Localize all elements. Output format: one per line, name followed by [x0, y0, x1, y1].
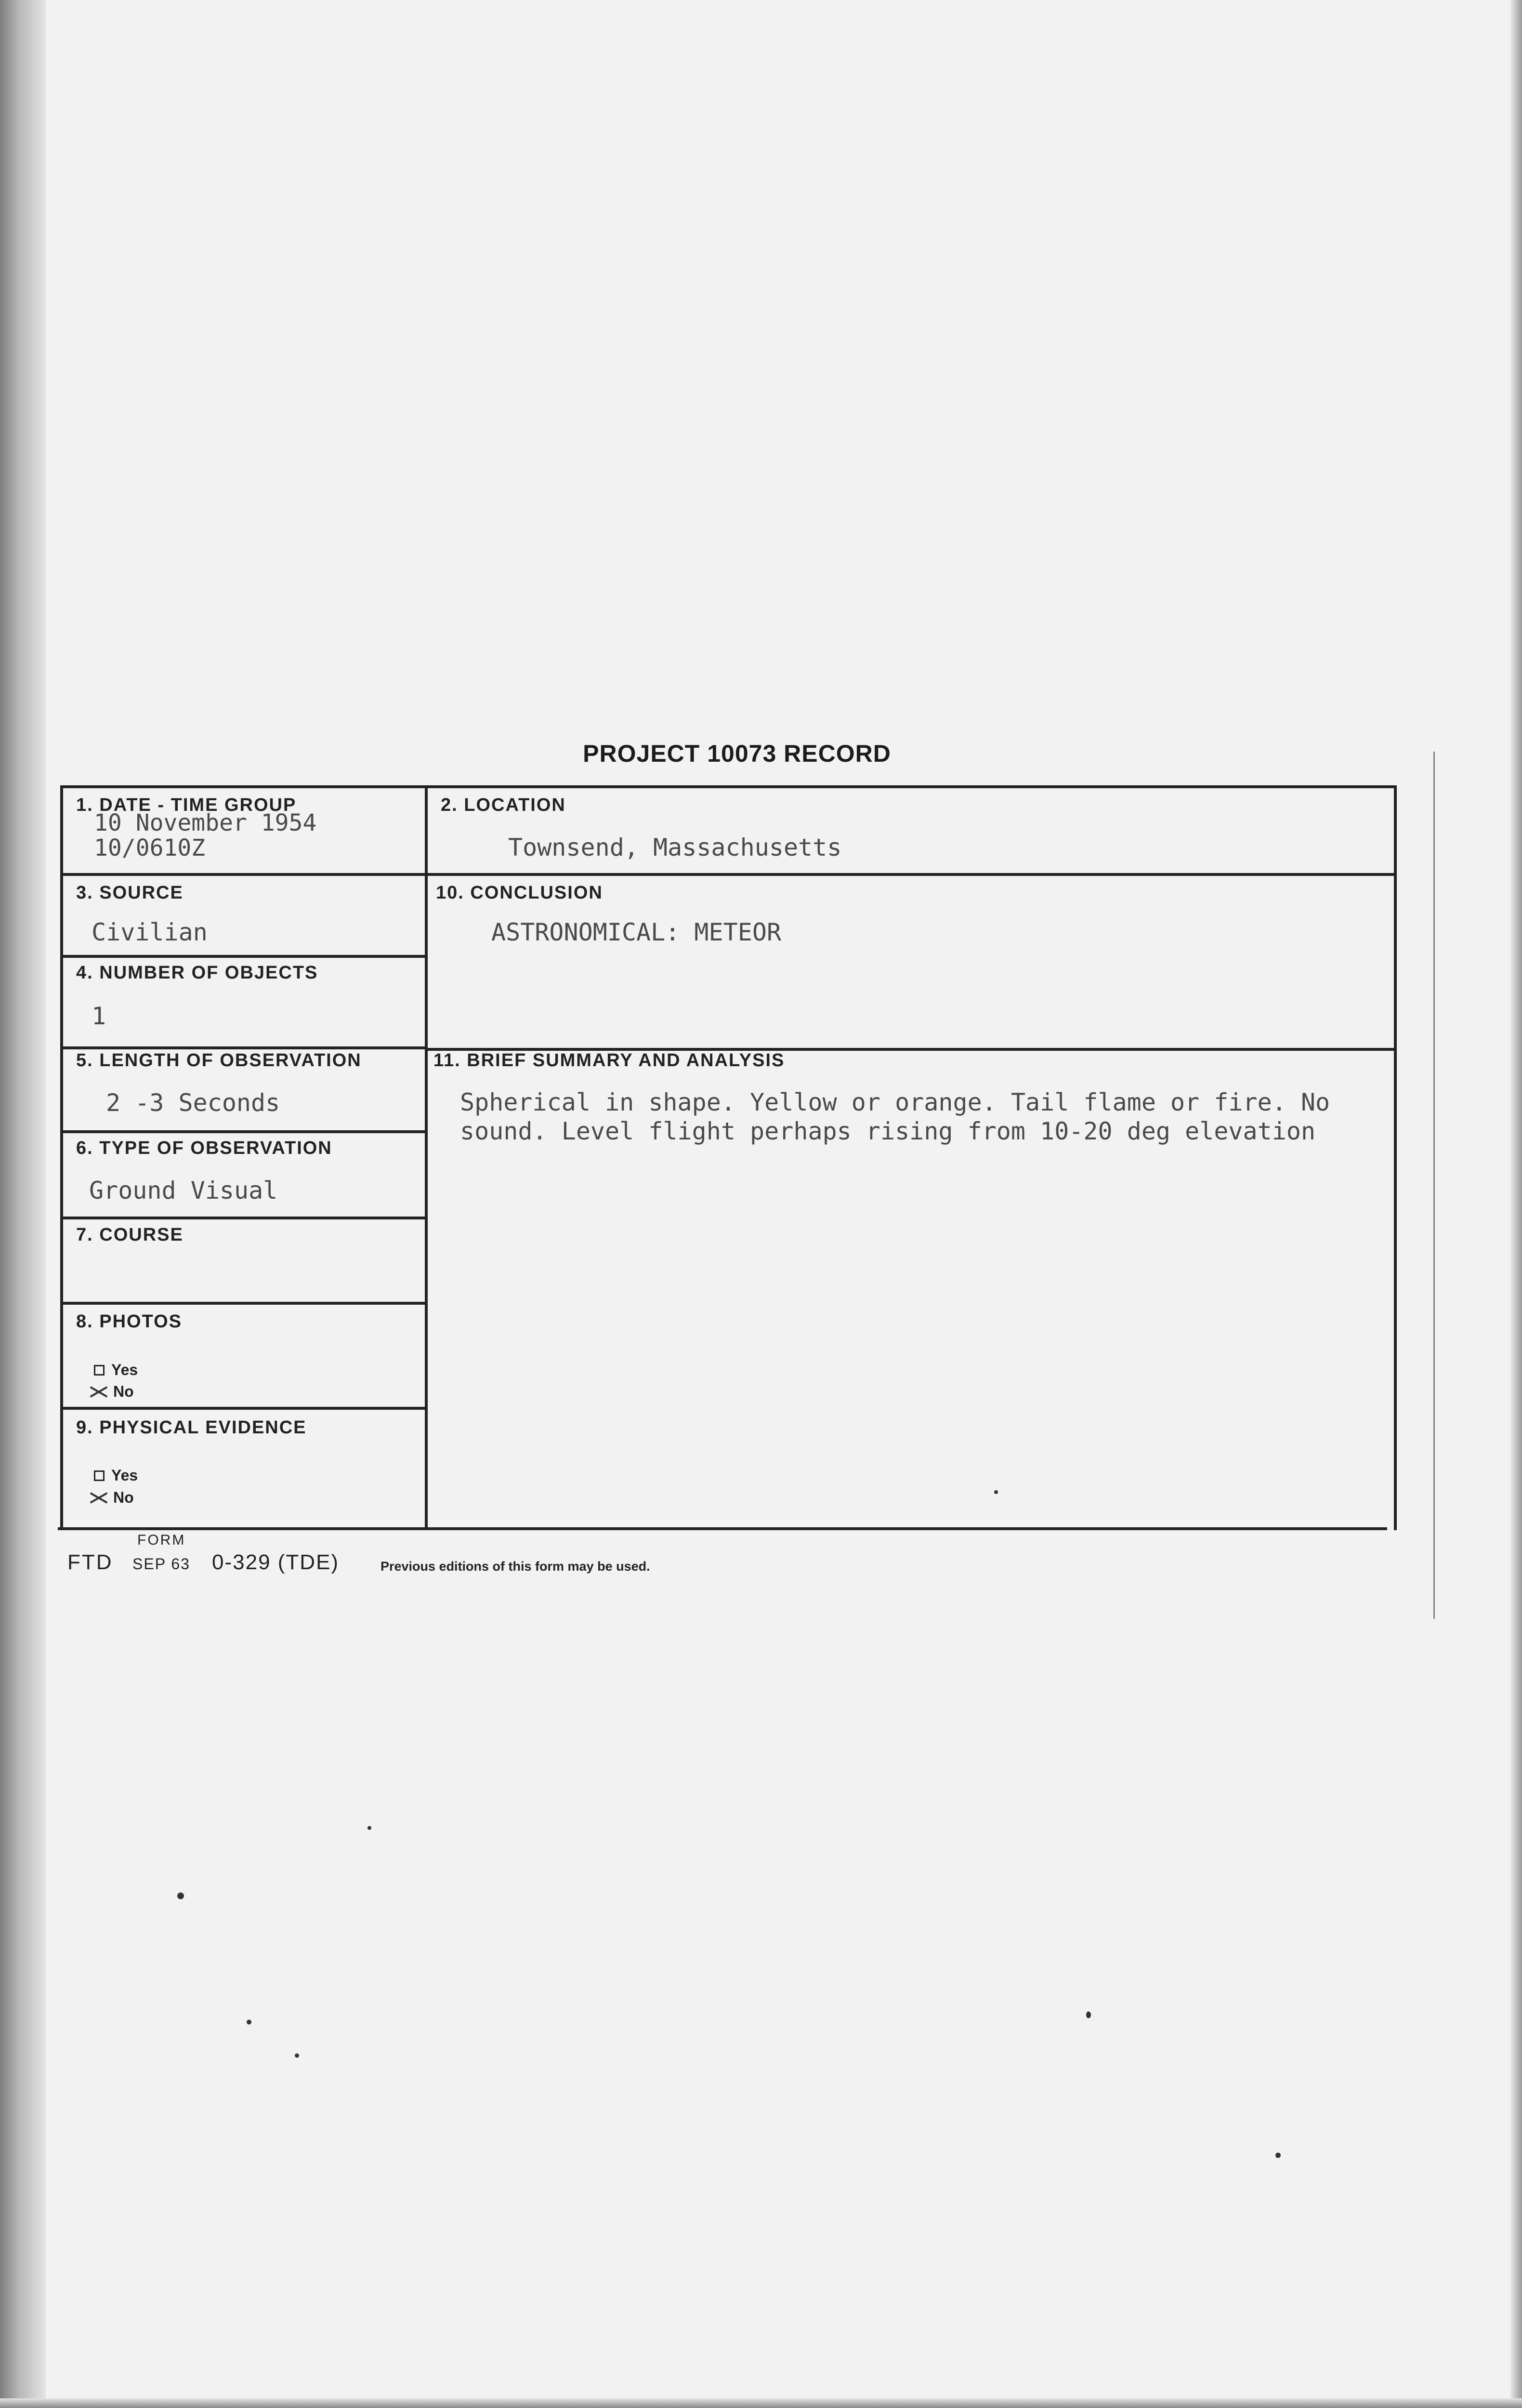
record-form [58, 781, 1397, 1532]
course-label: 7. COURSE [76, 1225, 184, 1245]
frame-right [1394, 785, 1397, 1530]
scan-edge-left [0, 0, 46, 2408]
row-divider-left-5 [60, 1217, 426, 1219]
scan-speck [247, 2020, 251, 2024]
length-of-observation-label: 5. LENGTH OF OBSERVATION [76, 1050, 362, 1071]
photos-yes-option[interactable] [94, 1361, 138, 1379]
source-label: 3. SOURCE [76, 883, 184, 903]
photos-no-label: No [113, 1383, 134, 1400]
physical-evidence-no-checkbox-marked[interactable] [89, 1492, 106, 1504]
row-divider-right-1 [425, 873, 1397, 876]
location-label: 2. LOCATION [441, 795, 566, 815]
frame-top [63, 785, 1397, 788]
record-title: PROJECT 10073 RECORD [583, 740, 891, 767]
physical-evidence-yes-checkbox[interactable] [94, 1470, 105, 1481]
footer-form-number: 0-329 (TDE) [212, 1550, 340, 1574]
scan-edge-bottom [0, 2398, 1522, 2408]
fold-line [1433, 752, 1435, 1619]
location-value: Townsend, Massachusetts [508, 834, 842, 861]
photos-yes-label: Yes [111, 1361, 138, 1378]
photos-no-option[interactable] [89, 1383, 134, 1401]
frame-left [60, 785, 63, 1530]
row-divider-left-4 [60, 1130, 426, 1133]
conclusion-label: 10. CONCLUSION [436, 883, 603, 903]
row-divider-left-3 [60, 1046, 426, 1049]
scan-speck [1275, 2153, 1281, 2158]
photos-no-checkbox-marked[interactable] [89, 1386, 106, 1398]
scan-edge-right [1510, 0, 1522, 2408]
type-of-observation-value: Ground Visual [89, 1177, 278, 1204]
number-of-objects-label: 4. NUMBER OF OBJECTS [76, 963, 318, 983]
source-value: Civilian [92, 918, 208, 946]
row-divider-left-1 [60, 873, 426, 876]
conclusion-value: ASTRONOMICAL: METEOR [491, 918, 782, 946]
row-divider-left-7 [60, 1407, 426, 1410]
photos-yes-checkbox[interactable] [94, 1365, 105, 1376]
footer-date-code: SEP 63 [132, 1555, 190, 1573]
length-of-observation-value: 2 -3 Seconds [106, 1089, 280, 1117]
physical-evidence-yes-option[interactable] [94, 1467, 138, 1484]
scan-speck [367, 1826, 371, 1830]
date-time-group-label: 1. DATE - TIME GROUP [76, 795, 297, 815]
row-divider-left-2 [60, 955, 426, 958]
physical-evidence-label: 9. PHYSICAL EVIDENCE [76, 1417, 307, 1438]
footer-ftd: FTD [67, 1550, 113, 1574]
frame-bottom [58, 1527, 1387, 1530]
number-of-objects-value: 1 [92, 1002, 106, 1030]
footer-form-word: FORM [137, 1532, 186, 1548]
brief-summary-label: 11. BRIEF SUMMARY AND ANALYSIS [433, 1050, 785, 1071]
physical-evidence-yes-label: Yes [111, 1467, 138, 1484]
physical-evidence-no-label: No [113, 1489, 134, 1506]
scan-speck [295, 2053, 299, 2058]
brief-summary-value: Spherical in shape. Yellow or orange. Tail flame or fire. No sound. Level flight perhaps rising from 10-20 deg elevation [460, 1088, 1330, 1145]
scan-speck [1086, 2011, 1091, 2018]
date-value: 10 November 1954 [94, 809, 317, 836]
physical-evidence-no-option[interactable] [89, 1489, 134, 1507]
time-group-value: 10/0610Z [94, 834, 206, 861]
photos-label: 8. PHOTOS [76, 1311, 183, 1332]
type-of-observation-label: 6. TYPE OF OBSERVATION [76, 1138, 332, 1158]
footer-note: Previous editions of this form may be used. [380, 1559, 650, 1574]
column-divider [425, 785, 428, 1530]
scan-speck [177, 1892, 184, 1899]
row-divider-left-6 [60, 1302, 426, 1305]
